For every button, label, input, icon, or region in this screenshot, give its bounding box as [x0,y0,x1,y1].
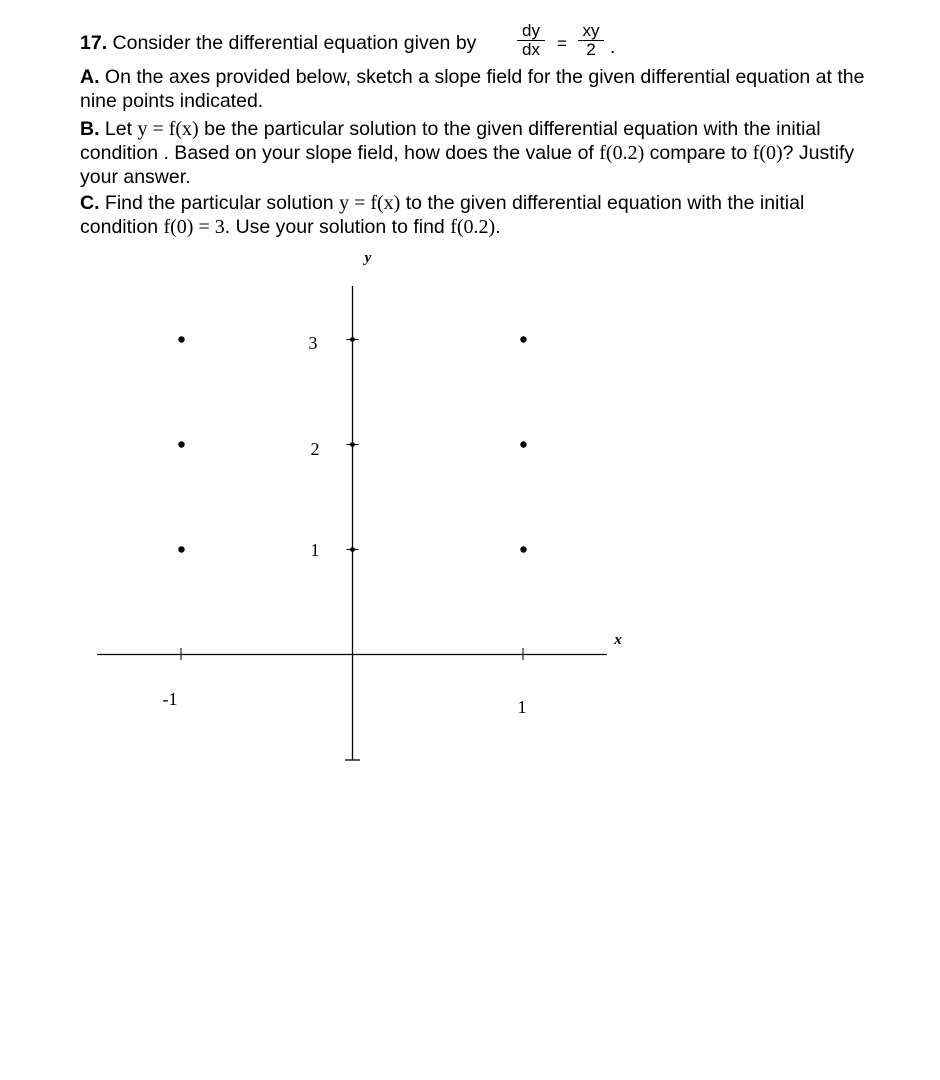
part-b-l2c: ? Justify [782,142,855,164]
x-axis-label: x [614,632,622,648]
part-b-label: B. [80,118,100,140]
part-a-text1: On the axes provided below, sketch a slope field for the given differential equation at the [104,66,865,88]
part-b-l1b: be the particular solution to the given differential equation with the initial [204,118,821,140]
part-c-math-y-eq-fx: y = f(x) [339,192,401,214]
y-tick-label-3: 3 [308,333,318,353]
slope-field-point [178,441,184,447]
part-c-l1a: Find the particular solution [104,192,334,214]
slope-field-point [520,336,526,342]
rhs-denominator: 2 [586,40,596,59]
y-axis-label: y [364,250,372,266]
y-tick-label-1: 1 [310,540,320,560]
slope-field-point [178,546,184,552]
part-b-l1a: Let [104,118,133,140]
part-b-l2b: compare to [649,142,748,164]
part-c-label: C. [80,192,100,214]
part-c-math-f0-eq-3: f(0) = 3 [163,216,225,238]
x-tick-label-neg1: -1 [162,689,178,709]
part-b-math-y-eq-fx: y = f(x) [137,118,199,140]
part-b-line3: your answer. [80,166,191,188]
lhs-numerator: dy [522,21,540,40]
x-tick-label-1: 1 [517,697,527,717]
part-a-line2: nine points indicated. [80,90,264,112]
part-b-l2a: condition . Based on your slope field, how does the value of [80,142,594,164]
equation-equals: = [557,34,567,53]
problem-intro: Consider the differential equation given by [112,32,477,54]
part-b-math-f0: f(0) [752,142,783,164]
part-c-l2a: condition [80,216,159,238]
part-a-label: A. [80,66,100,88]
part-c-l1b: to the given differential equation with the initial [405,192,805,214]
slope-field-point [520,441,526,447]
slope-field-point [178,336,184,342]
part-c-l2c: . [495,216,501,238]
y-tick-label-2: 2 [310,439,320,459]
part-c-l2b: . Use your solution to find [224,216,445,238]
lhs-denominator: dx [522,40,540,59]
rhs-numerator: xy [582,21,600,40]
problem-number: 17. [80,32,108,54]
equation-period: . [610,36,616,58]
slope-field-point [520,546,526,552]
part-b-math-f02: f(0.2) [599,142,645,164]
part-c-math-f02: f(0.2) [450,216,496,238]
